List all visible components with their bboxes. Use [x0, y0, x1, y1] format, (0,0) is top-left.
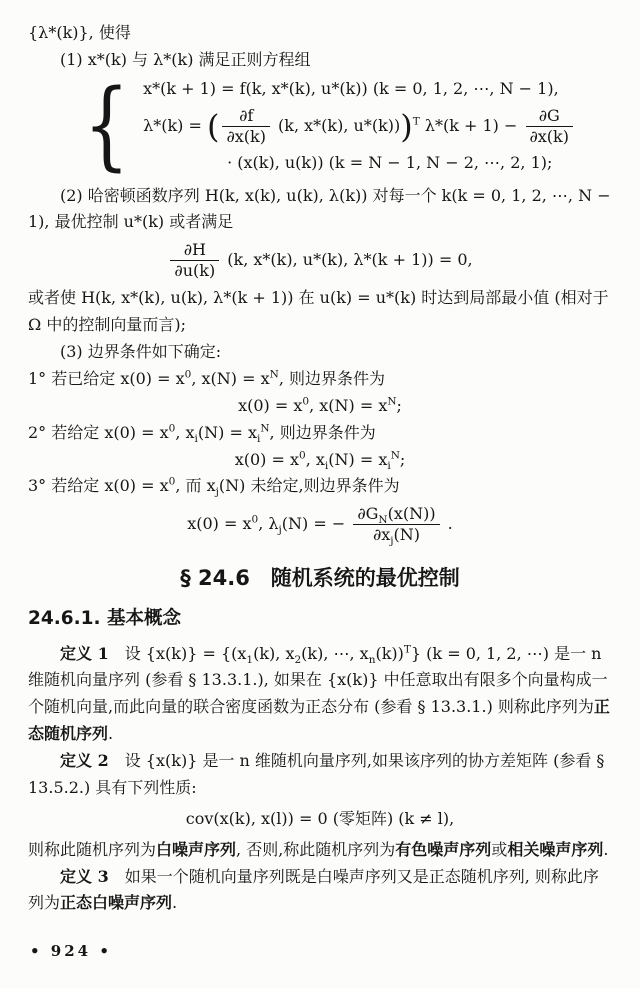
boundary-case-3-text: 3° 若给定 $x(0) = x^0$, 而 $x_j(N)$ 未给定,则边界条件为 [28, 476, 400, 499]
state-equation: x*(k + 1) = f(k, x*(k), u*(k)) (k = 0, 1, 2, ⋯, N − 1), [143, 78, 559, 98]
item-2-hamiltonian-paragraph: (2) 哈密顿函数序列 H(k, x(k), u(k), λ(k)) 对每一个 k(k = 0, 1, 2, ⋯, N − 1), 最优控制 u*(k) 或者满足 [28, 185, 611, 232]
lambda-sequence-line: {λ*(k)}, 使得 [28, 23, 131, 42]
system-brace: { [83, 69, 130, 182]
page-number: • 924 • [30, 941, 112, 960]
boundary-case-2-text: 2° 若给定 $x(0) = x^0$, $x_i(N) = x_i^N$, 则边界条件为 [28, 422, 376, 445]
costate-equation: λ*(k) = ( $\frac{\partial f}{\partial x(k)}$ (k, x*(k), u*(k)))$^T$ λ*(k + 1) − $\frac{\partial G}{\partial x(k)}$ [143, 106, 576, 147]
boundary-case-1-text: 1° 若已给定 $x(0) = x^0$, $x(N) = x^N$, 则边界条件为 [28, 368, 385, 388]
canonical-equation-system [76, 69, 612, 182]
section-heading: § 24.6 随机系统的最优控制 [180, 566, 460, 591]
item-3-boundary-conditions: (3) 边界条件如下确定: [60, 342, 222, 361]
hamiltonian-stationarity-equation: $\frac{\partial H}{\partial u(k)}$ (k, x*(k), u*(k), λ*(k + 1)) = 0, [28, 240, 612, 281]
boundary-case-2-equation: $x(0) = x^0$, $x_i(N) = x_i^N$; [234, 449, 406, 472]
subsection-heading: 24.6.1. 基本概念 [28, 607, 182, 629]
boundary-case-3-equation: $x(0) = x^0$, $\lambda_j(N)$ = − $\frac{\partial G_N(x(N))}{\partial x_j(N)}$ . [187, 504, 453, 548]
definition-2-paragraph: 定义 2 设 {x(k)} 是一 n 维随机向量序列,如果该序列的协方差矩阵 (参看 § 13.5.2.) 具有下列性质: [28, 751, 605, 797]
white-noise-paragraph: 则称此随机序列为白噪声序列, 否则,称此随机序列为有色噪声序列或相关噪声序列. [28, 839, 609, 859]
costate-equation-continued: · (x(k), u(k)) (k = N − 1, N − 2, ⋯, 2, 1); [227, 152, 553, 172]
definition-3-paragraph: 定义 3 如果一个随机向量序列既是白噪声序列又是正态随机序列, 则称此序列为正态白噪声序列. [28, 866, 599, 913]
item-1-canonical-equations: (1) x*(k) 与 λ*(k) 满足正则方程组 [60, 49, 311, 69]
covariance-equation: cov(x(k), x(l)) = 0 (零矩阵) (k ≠ l), [185, 808, 455, 828]
local-minimum-paragraph: 或者使 H(k, x*(k), u(k), λ*(k + 1)) 在 u(k) = u*(k) 时达到局部最小值 (相对于 Ω 中的控制向量而言); [28, 288, 609, 335]
definition-1-paragraph: 定义 1 设 $\{x(k)\} = \{(x_1(k)$, $x_2(k)$, ⋯, $x_n(k))^T$} (k = 0, 1, 2, ⋯) 是一 n 维随机向量序列 (参看 § 13.3.1.), 如果在 {x(k)} 中任意取出有限多个向量构成一个随机向量,而此向量的联合密度函数为正态分布 (参看 § 13.3.1.) 则称此序列为正态随机序列. [28, 643, 610, 744]
boundary-case-1-equation: $x(0) = x^0$, $x(N) = x^N$; [238, 395, 402, 415]
system-equations [143, 76, 576, 177]
